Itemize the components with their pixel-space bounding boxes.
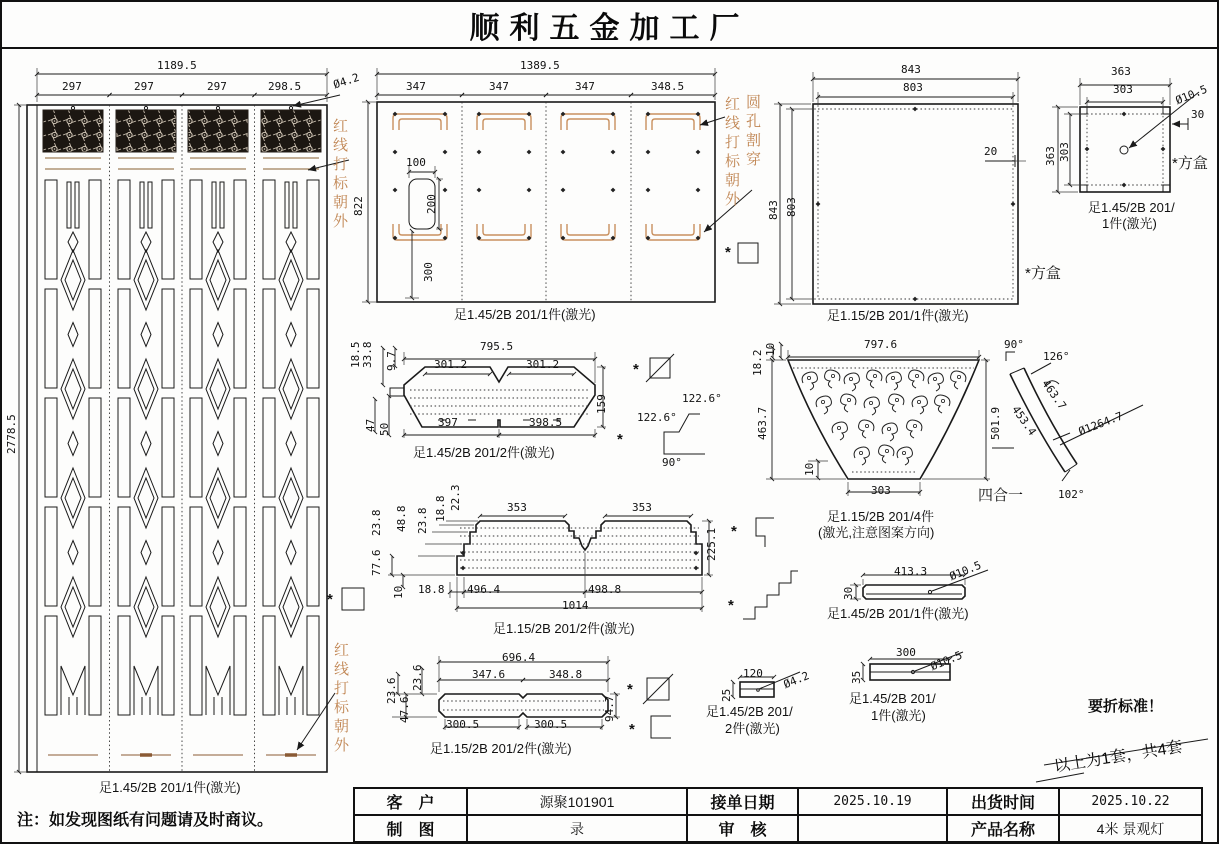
dim: 22.3 bbox=[449, 484, 462, 511]
caption-strip413: 足1.45/2B 201/1件(激光) bbox=[827, 606, 969, 621]
angle-label: 126° bbox=[1043, 350, 1070, 363]
angle-label: 90° bbox=[662, 456, 682, 469]
dim: 363 bbox=[1044, 146, 1057, 166]
reviewer-value bbox=[798, 815, 947, 842]
dim: 803 bbox=[785, 197, 798, 217]
dim: 10 bbox=[803, 462, 816, 476]
dim: 353 bbox=[632, 501, 652, 514]
footnote: 注：如发现图纸有问题请及时商议。 bbox=[17, 812, 274, 829]
dim-slot-offset: 300 bbox=[422, 262, 435, 282]
caption-mid-panel: 足1.45/2B 201/1件(激光) bbox=[454, 307, 596, 322]
caption-left-panel: 足1.45/2B 201/1件(激光) bbox=[99, 780, 241, 795]
note-redline-bottom: 红线打标朝外 bbox=[332, 642, 349, 756]
product-name-label: 产品名称 bbox=[947, 815, 1059, 842]
dim-edge: 20 bbox=[984, 145, 998, 158]
dim-height: 2778.5 bbox=[5, 414, 18, 454]
dim: 303 bbox=[1058, 142, 1071, 162]
dim: 30 bbox=[842, 586, 855, 600]
drafter-value: 录 bbox=[467, 815, 687, 842]
dim-hole: Ø10.5 bbox=[1173, 82, 1210, 108]
trapezoid-drawing bbox=[766, 344, 990, 496]
dim: 301.2 bbox=[526, 358, 560, 371]
dim: 353 bbox=[507, 501, 527, 514]
dim: 300.5 bbox=[446, 718, 480, 731]
dim: 300 bbox=[896, 646, 916, 659]
order-date-label: 接单日期 bbox=[687, 788, 798, 815]
star-mark: * bbox=[725, 244, 731, 261]
note-square-box: *方盒 bbox=[1172, 155, 1208, 172]
dim-slot-width: 100 bbox=[406, 156, 426, 169]
dim-total-width: 1389.5 bbox=[520, 59, 560, 72]
dim: 47 bbox=[364, 418, 377, 432]
caption-small-square: 1件(激光) bbox=[1102, 216, 1157, 231]
customer-value: 源聚101901 bbox=[467, 788, 687, 815]
order-date-value: 2025.10.19 bbox=[798, 788, 947, 815]
dim-col: 297 bbox=[134, 80, 154, 93]
caption-piece1014: 足1.15/2B 201/2件(激光) bbox=[493, 621, 635, 636]
star-mark: * bbox=[627, 681, 633, 698]
dim-chord: 453.4 bbox=[1009, 403, 1039, 439]
dim: 303 bbox=[1113, 83, 1133, 96]
dim: 23.6 bbox=[411, 664, 424, 691]
customer-label: 客 户 bbox=[354, 788, 467, 815]
star-mark: * bbox=[633, 361, 639, 378]
star-mark: * bbox=[327, 591, 333, 608]
dim-col: 347 bbox=[575, 80, 595, 93]
star-mark: * bbox=[728, 597, 734, 614]
ship-time-label: 出货时间 bbox=[947, 788, 1059, 815]
dim: 797.6 bbox=[864, 338, 898, 351]
product-name-value: 4米 景观灯 bbox=[1059, 815, 1202, 842]
caption-trapezoid: (激光,注意图案方向) bbox=[818, 525, 935, 540]
dim: 77.6 bbox=[370, 549, 383, 576]
page-title: 顺利五金加工厂 bbox=[469, 11, 750, 45]
dim: 413.3 bbox=[894, 565, 928, 578]
caption-strip120: 足1.45/2B 201/ bbox=[706, 704, 793, 719]
piece795-drawing bbox=[375, 348, 674, 438]
left-panel-drawing bbox=[14, 68, 364, 772]
dim: 47.6 bbox=[398, 696, 411, 723]
star-mark: * bbox=[731, 523, 737, 540]
dim: 347.6 bbox=[472, 668, 506, 681]
dim: 48.8 bbox=[395, 505, 408, 532]
dim: 496.4 bbox=[467, 583, 501, 596]
dim: 33.8 bbox=[361, 341, 374, 368]
dim: 50 bbox=[378, 422, 391, 436]
big-square-drawing bbox=[774, 72, 1026, 304]
dim: 303 bbox=[871, 484, 891, 497]
caption-piece696: 足1.15/2B 201/2件(激光) bbox=[430, 741, 572, 756]
dim-total-width: 1189.5 bbox=[157, 59, 197, 72]
dim-hole: Ø4.2 bbox=[331, 70, 361, 92]
dim: 23.6 bbox=[385, 677, 398, 704]
note-square-box: *方盒 bbox=[1025, 265, 1061, 282]
caption-small-square: 足1.45/2B 201/ bbox=[1088, 200, 1175, 215]
dim: 159 bbox=[595, 394, 608, 414]
drafter-label: 制 图 bbox=[354, 815, 467, 842]
note-redline: 红线打标朝外 bbox=[723, 96, 740, 210]
dim: 225.1 bbox=[705, 527, 718, 561]
dim-arc: 463.7 bbox=[1039, 377, 1069, 413]
dim-hole: Ø10.5 bbox=[928, 648, 965, 674]
dim: 9.7 bbox=[385, 351, 398, 371]
dim: 696.4 bbox=[502, 651, 536, 664]
dim: 843 bbox=[901, 63, 921, 76]
ship-time-value: 2025.10.22 bbox=[1059, 788, 1202, 815]
note-fold-standard: 要折标准！ bbox=[1088, 698, 1164, 715]
dim: 18.2 bbox=[751, 349, 764, 376]
dim: 18.8 bbox=[418, 583, 445, 596]
dim-hole: Ø10.5 bbox=[947, 558, 984, 584]
dim-col: 297 bbox=[207, 80, 227, 93]
title-block bbox=[353, 787, 1203, 843]
dim: 463.7 bbox=[756, 406, 769, 440]
dim-edge: 30 bbox=[1191, 108, 1205, 121]
dim: 10 bbox=[392, 585, 405, 599]
dim-slot-height: 200 bbox=[425, 194, 438, 214]
dim: 94.7 bbox=[603, 695, 616, 722]
caption-strip120: 2件(激光) bbox=[725, 721, 780, 736]
dim: 398.5 bbox=[529, 416, 563, 429]
dim: 23.8 bbox=[416, 507, 429, 534]
dim: 348.8 bbox=[549, 668, 583, 681]
dim: 501.9 bbox=[989, 406, 1002, 440]
dim: 301.2 bbox=[434, 358, 468, 371]
angle-label: 122.6° bbox=[682, 392, 722, 405]
angle-label: 102° bbox=[1058, 488, 1085, 501]
dim: 18.8 bbox=[434, 495, 447, 522]
dim: 803 bbox=[903, 81, 923, 94]
caption-big-square: 足1.15/2B 201/1件(激光) bbox=[827, 308, 969, 323]
dim-col: 347 bbox=[489, 80, 509, 93]
note-redline-top: 红线打标朝外 bbox=[331, 118, 348, 232]
caption-piece795: 足1.45/2B 201/2件(激光) bbox=[413, 445, 555, 460]
dim-col: 348.5 bbox=[651, 80, 685, 93]
star-mark: * bbox=[629, 721, 635, 738]
caption-strip300: 1件(激光) bbox=[871, 708, 926, 723]
caption-strip300: 足1.45/2B 201/ bbox=[849, 691, 936, 706]
dim: 1014 bbox=[562, 599, 589, 612]
dim: 363 bbox=[1111, 65, 1131, 78]
dim: 25 bbox=[720, 688, 733, 702]
dim: 300.5 bbox=[534, 718, 568, 731]
dim: 23.8 bbox=[370, 509, 383, 536]
dim-col: 347 bbox=[406, 80, 426, 93]
note-four-in-one: 四合一 bbox=[978, 487, 1024, 504]
dim: 795.5 bbox=[480, 340, 514, 353]
dim-height: 822 bbox=[352, 196, 365, 216]
dim-col: 297 bbox=[62, 80, 82, 93]
dim: 843 bbox=[767, 200, 780, 220]
dim: 397 bbox=[438, 416, 458, 429]
dim-hole: Ø4.2 bbox=[781, 669, 812, 692]
dim: 35 bbox=[850, 670, 863, 684]
dim: 10 bbox=[764, 342, 777, 356]
angle-label: 90° bbox=[1004, 338, 1024, 351]
dim-diameter: Ø1264.7 bbox=[1076, 409, 1125, 439]
caption-trapezoid: 足1.15/2B 201/4件 bbox=[827, 509, 934, 524]
dim-col: 298.5 bbox=[268, 80, 302, 93]
dim: 120 bbox=[743, 667, 763, 680]
angle-label: 122.6° bbox=[637, 411, 677, 424]
dim: 498.8 bbox=[588, 583, 622, 596]
star-mark: * bbox=[617, 431, 623, 448]
note-hole-cut: 圆孔割穿 bbox=[744, 94, 761, 170]
note-set-count: 以上为1套，共4套 bbox=[1052, 738, 1184, 776]
reviewer-label: 审 核 bbox=[687, 815, 798, 842]
dim: 18.5 bbox=[349, 341, 362, 368]
